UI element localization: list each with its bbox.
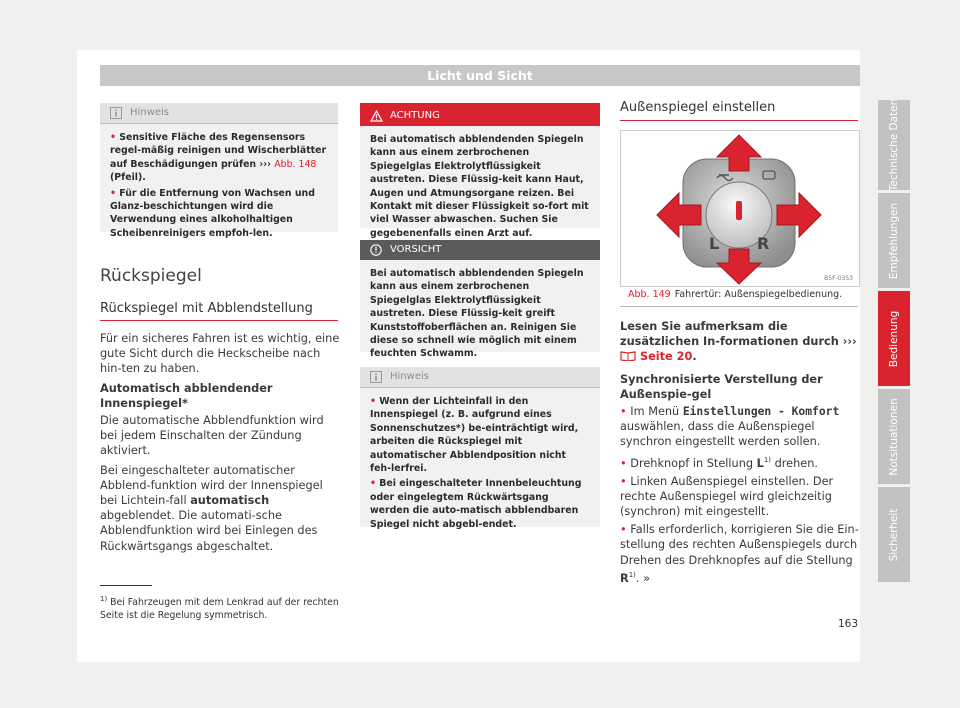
footnote: $^{1)}$ Bei Fahrzeugen mit dem Lenkrad auf der rechten Seite ist die Regelung symmetrisch. — [100, 595, 339, 621]
right-body-text — [620, 319, 864, 590]
hint-header — [100, 103, 338, 124]
paragraph: Bei eingeschalteter automatischer Abblend-funktion wird der Innenspiegel bei Lichtein-fall automatisch abgeblendet. Die automati-sche Abblendfunktion wird bei Einlegen des Rückwärtsgangs abgeschaltet. — [100, 463, 323, 553]
left-body-text — [100, 331, 340, 558]
page-link[interactable]: Seite 20 — [639, 350, 693, 364]
knob-marker — [736, 201, 742, 220]
hint-item: • Sensitive Fläche des Regensensors regel-mäßig reinigen und Wischerblätter auf Beschädigungen prüfen ››› Abb. 148 (Pfeil). — [110, 132, 327, 184]
warning-triangle-icon — [370, 110, 383, 122]
hint-title: Hinweis — [130, 107, 169, 118]
position-label-r: R — [757, 234, 770, 253]
hint-header — [360, 367, 600, 388]
step-item: • Falls erforderlich, korrigieren Sie die Ein-stellung des rechten Außenspiegels durch Drehen des Drehknopfes auf die Stellung $R^{1)}$. » — [620, 523, 859, 585]
step-item: • Drehknopf in Stellung $L^{1)}$ drehen. — [620, 455, 818, 470]
warning-body — [360, 126, 600, 248]
caution-title: VORSICHT — [390, 244, 442, 255]
tab-bedienung[interactable]: Bedienung — [878, 291, 910, 386]
info-icon — [110, 107, 122, 119]
step-item: • Im Menü Einstellungen - Komfort auswählen, dass die Außenspiegel synchron eingestellt werden sollen. — [620, 405, 840, 449]
paragraph: Die automatische Abblendfunktion wird bei jedem Einschalten der Zündung aktiviert. — [100, 414, 324, 458]
warning-text: Bei automatisch abblendenden Spiegeln kann aus einem zerbrochenen Spiegelglas Elektrolytflüssigkeit austreten. Diese Flüssig-keit kann Haut, Augen und Atmungsorgane reizen. Bei Kontakt mit dieser Flüssigkeit so-fort mit viel Wasser abwaschen. Suchen Sie gegebenenfalls einen Arzt auf. — [370, 134, 589, 239]
menu-path: Einstellungen - Komfort — [682, 405, 840, 419]
hint-box — [360, 367, 600, 530]
figure-link[interactable]: Abb. 148 — [274, 158, 317, 170]
hint-item: • Bei eingeschalteter Innenbeleuchtung oder eingelegtem Rückwärtsgang werden die auto-matisch abblendbaren Spiegel nicht abgebl-endet. — [370, 478, 582, 530]
intro-text: Lesen Sie aufmerksam die zusätzlichen In-formationen durch ››› Seite 20. — [620, 320, 857, 364]
tab-empfehlungen[interactable]: Empfehlungen — [878, 193, 910, 288]
figure-caption — [620, 286, 858, 307]
step-item: • Linken Außenspiegel einstellen. Der rechte Außenspiegel wird gleichzeitig (synchron) mit eingestellt. — [620, 474, 834, 518]
hint-item: • Wenn der Lichteinfall in den Innenspiegel (z. B. aufgrund eines Sonnenschutzes*) be-einträchtigt wird, arbeiten die Rückspiegel mit automatischer Abblendposition nicht feh-lerfrei. — [370, 396, 579, 475]
page-header: Licht und Sicht — [100, 65, 860, 86]
mirror-knob-illustration — [621, 131, 859, 286]
paragraph-heading: Synchronisierte Verstellung der Außenspie-gel — [620, 372, 823, 401]
caution-circle-icon — [370, 244, 382, 256]
caution-header — [360, 240, 600, 260]
position-label-l: L — [709, 234, 720, 253]
hint-item: • Für die Entfernung von Wachsen und Glanz-beschichtungen wird die Verwendung eines alkoholhaltigen Scheibenreinigers empfoh-len. — [110, 187, 315, 239]
mirror-control-figure — [620, 130, 860, 287]
page-number: 163 — [838, 618, 859, 630]
tab-technische-daten[interactable]: Technische Daten — [878, 100, 910, 190]
caution-body — [360, 260, 600, 369]
section-title: Rückspiegel — [100, 266, 202, 286]
figure-code: B5F-0353 — [824, 275, 853, 282]
hint-box — [100, 103, 338, 239]
paragraph: Für ein sicheres Fahren ist es wichtig, eine gute Sicht durch die Heckscheibe nach hin-ten zu haben. — [100, 332, 340, 376]
caution-box — [360, 240, 600, 360]
warning-title: ACHTUNG — [390, 110, 440, 121]
section-subtitle: Außenspiegel einstellen — [620, 100, 858, 121]
info-icon — [370, 371, 382, 383]
tab-notsituationen[interactable]: Notsituationen — [878, 389, 910, 484]
caption-label: Abb. 149 — [628, 289, 671, 300]
hint-body — [100, 124, 338, 248]
tab-sicherheit[interactable]: Sicherheit — [878, 487, 910, 582]
section-subtitle: Rückspiegel mit Abblendstellung — [100, 301, 338, 321]
paragraph-heading: Automatisch abblendender Innenspiegel* — [100, 381, 273, 410]
caution-text: Bei automatisch abblendenden Spiegeln kann aus einem zerbrochenen Spiegelglas Elektrolytflüssigkeit austreten. Diese Flüssig-keit greift Kunststoffoberflächen an. Reinigen Sie diese so schnell wie möglich mit einem feuchten Schwamm. — [370, 268, 584, 360]
warning-box — [360, 103, 600, 239]
book-icon — [620, 350, 636, 361]
warning-header — [360, 106, 600, 126]
caption-text: Fahrertür: Außenspiegelbedienung. — [674, 289, 843, 300]
hint-title: Hinweis — [390, 371, 429, 382]
footnote-divider — [100, 585, 152, 586]
hint-body — [360, 388, 600, 539]
